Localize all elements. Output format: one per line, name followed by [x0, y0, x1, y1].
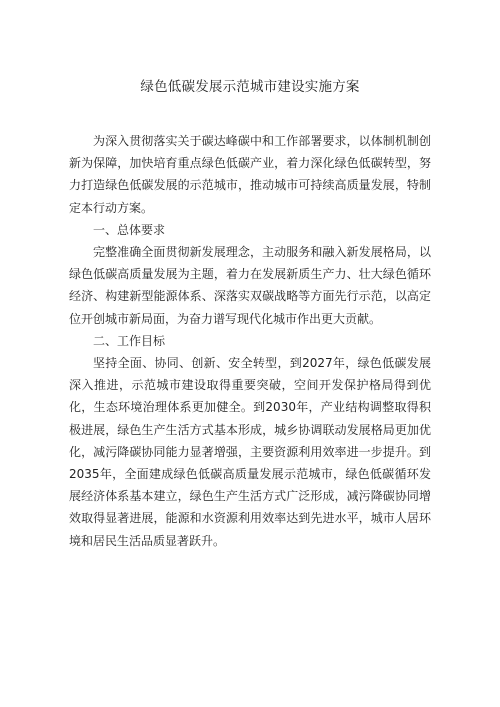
document-title: 绿色低碳发展示范城市建设实施方案: [140, 79, 360, 95]
section-heading-work-goals: 二、工作目标: [93, 333, 166, 348]
document-body: [69, 130, 431, 552]
intro-paragraph: 为深入贯彻落实关于碳达峰碳中和工作部署要求，以体制机制创新为保障，加快培育重点绿色低碳产业，着力深化绿色低碳转型，努力打造绿色低碳发展的示范城市，推动城市可持续高质量发展，特制定本行动方案。: [69, 134, 431, 215]
section-paragraph-general-requirements: 完整准确全面贯彻新发展理念，主动服务和融入新发展格局，以绿色低碳高质量发展为主题，着力在发展新质生产力、壮大绿色循环经济、构建新型能源体系、深落实双碳战略等方面先行示范，以高定位开创城市新局面，为奋力谱写现代化城市作出更大贡献。: [69, 245, 431, 326]
section-heading-general-requirements: 一、总体要求: [93, 222, 166, 237]
section-paragraph-work-goals: 坚持全面、协同、创新、安全转型，到2027年，绿色低碳发展深入推进，示范城市建设取得重要突破，空间开发保护格局得到优化，生态环境治理体系更加健全。到2030年，产业结构调整取得积极进展，绿色生产生活方式基本形成，城乡协调联动发展格局更加优化，减污降碳协同能力显著增强，主要资源利用效率进一步提升。到2035年，全面建成绿色低碳高质量发展示范城市，绿色低碳循环发展经济体系基本建立，绿色生产生活方式广泛形成，减污降碳协同增效取得显著进展，能源和水资源利用效率达到先进水平，城市人居环境和居民生活品质显著跃升。: [69, 356, 431, 548]
